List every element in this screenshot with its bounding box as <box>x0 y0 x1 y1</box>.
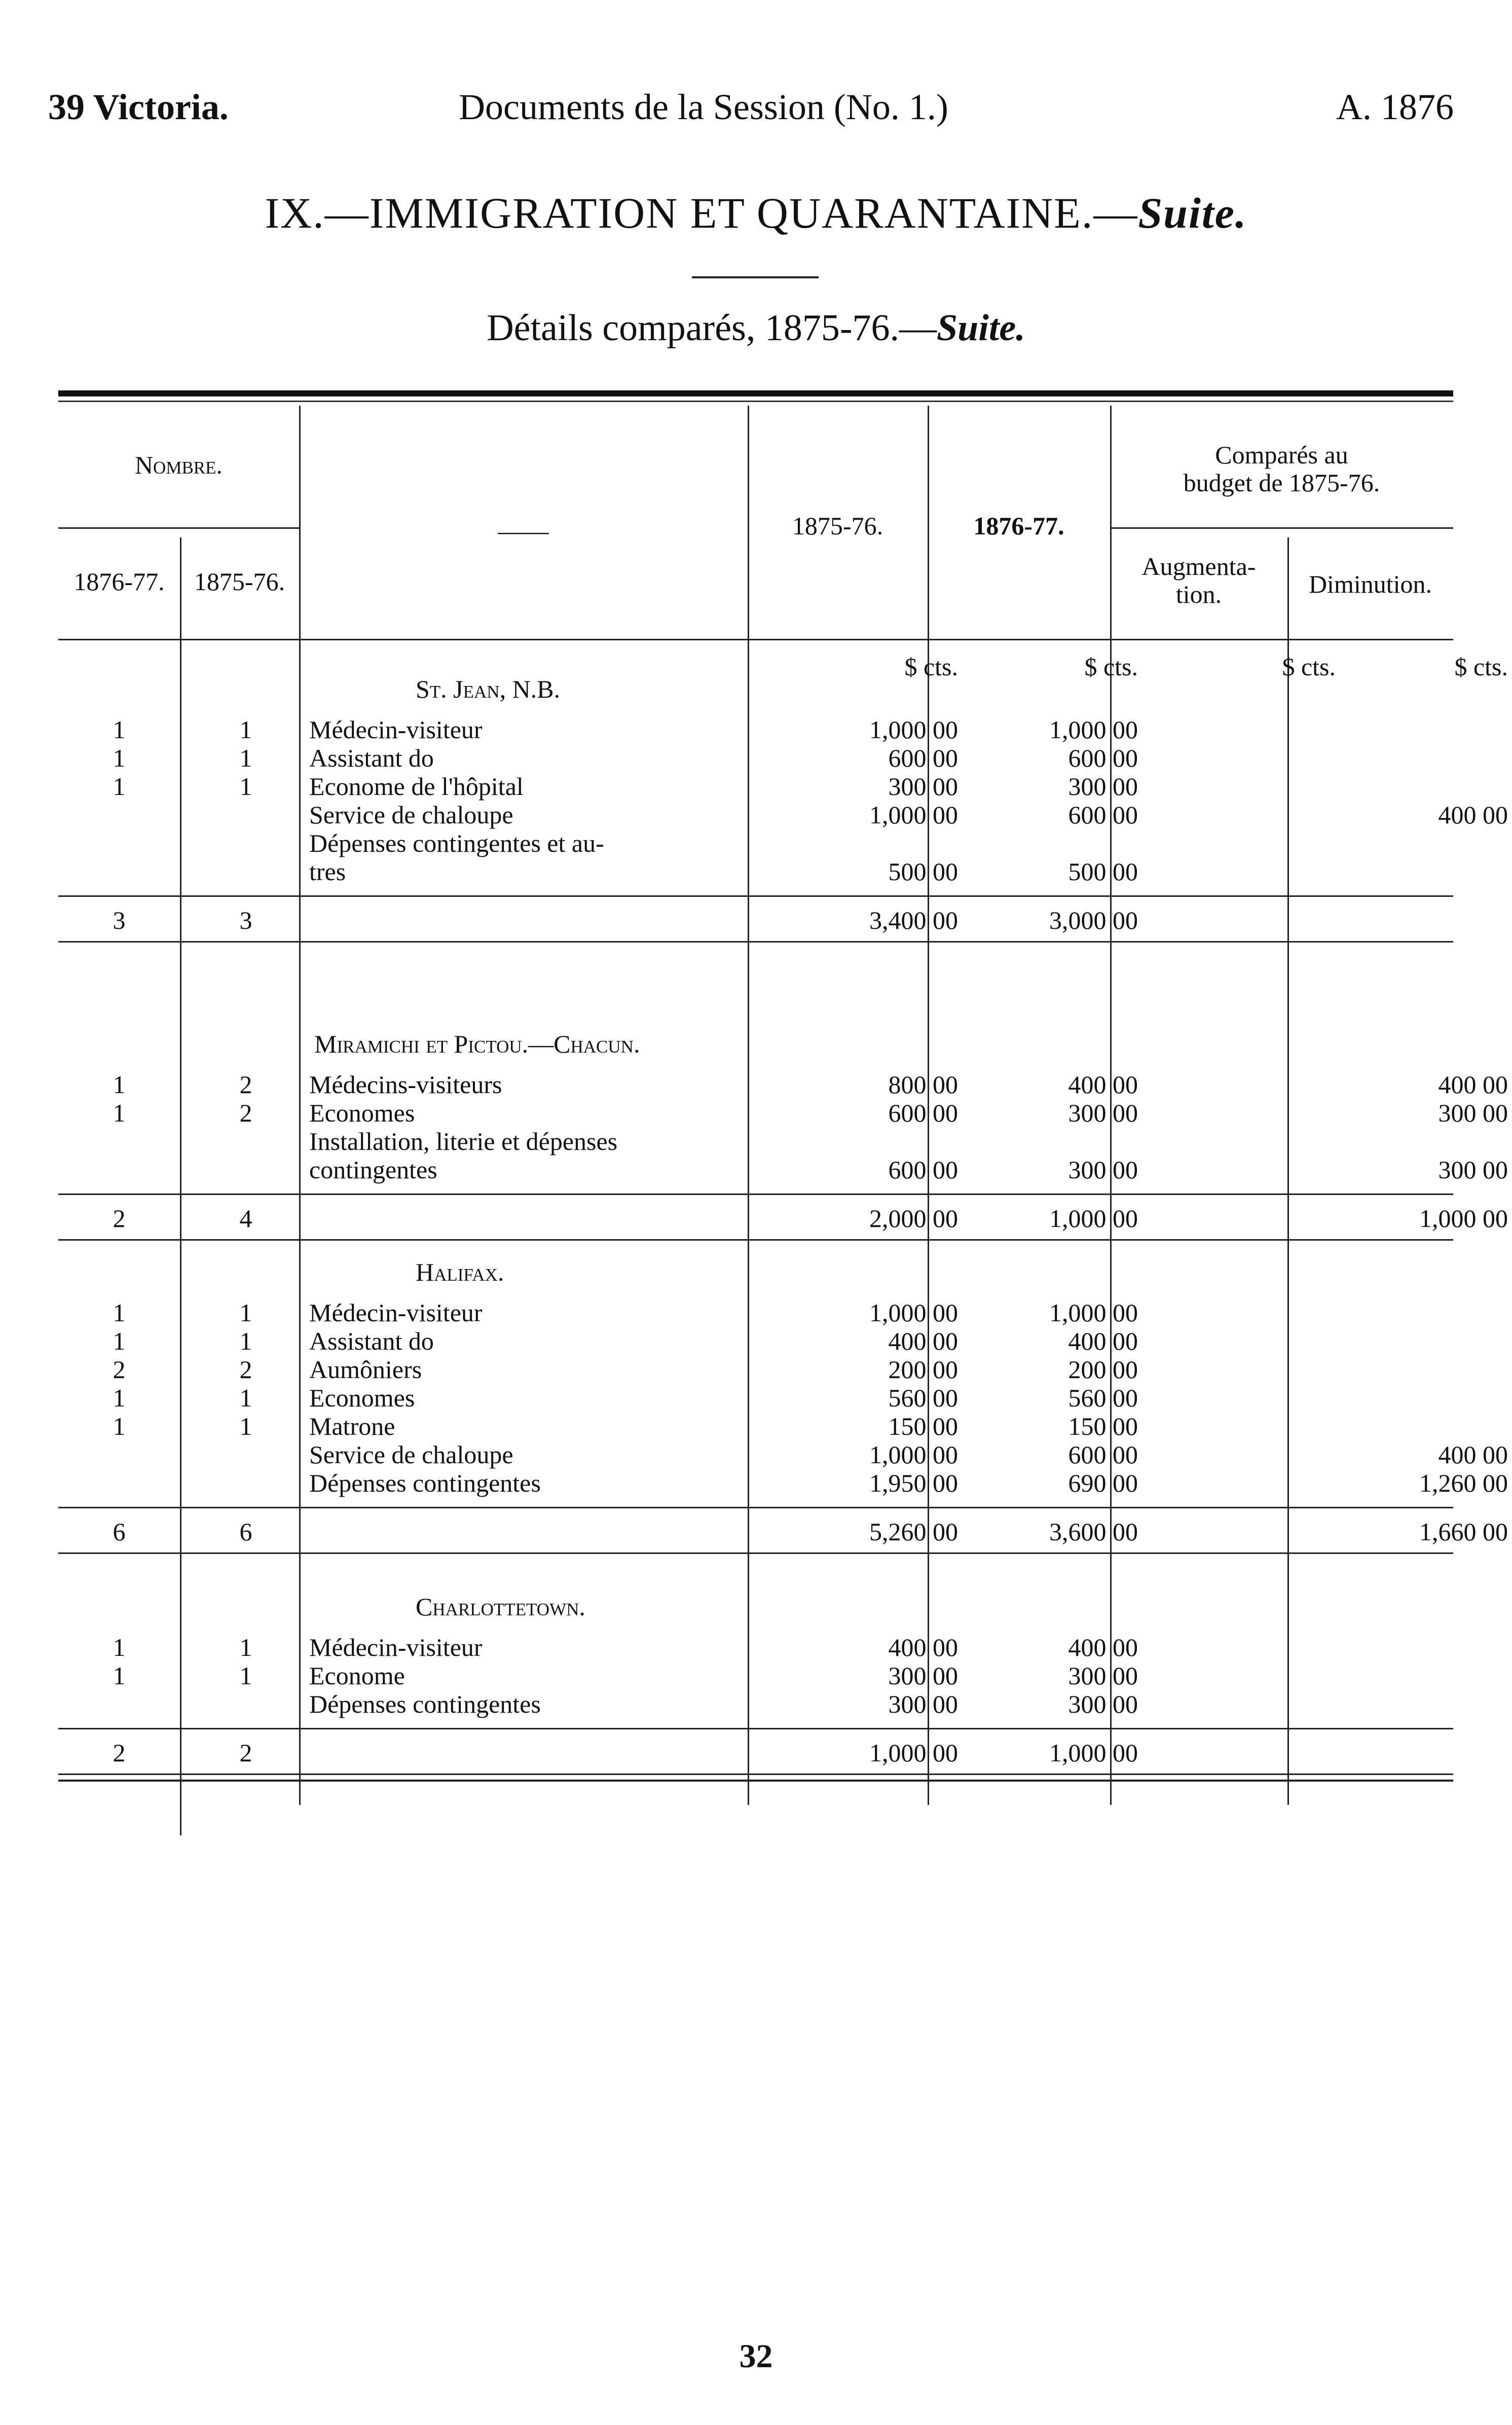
count-1876-77: 1 <box>113 1412 126 1440</box>
table-row <box>58 715 1453 743</box>
total-rule <box>58 1507 1453 1508</box>
section-heading: Charlottetown. <box>416 1592 585 1621</box>
diminution-value: 300 00 <box>1438 1099 1508 1127</box>
amount-1875-76: 500 00 <box>888 857 958 886</box>
count-1875-76: 1 <box>239 1384 252 1412</box>
header-left: 39 Victoria. <box>48 87 229 127</box>
count-1875-76: 1 <box>239 1298 252 1327</box>
amount-1875-76: 300 00 <box>888 772 958 801</box>
header-bottom-rule <box>58 639 1453 640</box>
amount-1876-77: 600 00 <box>1068 801 1138 829</box>
amount-1876-77: 300 00 <box>1068 1690 1138 1718</box>
table-row <box>58 1098 1508 1127</box>
row-label: Médecin-visiteur <box>309 1633 483 1661</box>
section-heading: Miramichi et Pictou.—Chacun. <box>314 1030 640 1058</box>
table-row <box>58 1689 1453 1718</box>
amount-1876-77: 690 00 <box>1068 1469 1138 1497</box>
amount-1876-77: 1,000 00 <box>1049 715 1138 744</box>
table-row <box>58 828 1453 857</box>
table-row <box>58 772 1453 800</box>
augmentation-line1: Augmenta- <box>1141 552 1256 581</box>
total-count-1876-77: 3 <box>113 906 126 934</box>
amount-1876-77: 300 00 <box>1068 1099 1138 1127</box>
col-augmentation <box>1110 553 1287 608</box>
table-top-rule <box>58 390 1453 396</box>
total-1875-76: 2,000 00 <box>869 1204 958 1233</box>
row-label: Dépenses contingentes <box>309 1469 541 1497</box>
amount-1875-76: 1,000 00 <box>869 1298 958 1327</box>
table-row <box>58 1127 1453 1155</box>
diminution-value: 1,260 00 <box>1419 1469 1508 1497</box>
count-1876-77: 1 <box>113 1327 126 1355</box>
row-label: Médecins-visiteurs <box>309 1070 502 1099</box>
amount-1876-77: 400 00 <box>1068 1070 1138 1099</box>
total-row <box>58 906 1453 934</box>
count-1875-76: 2 <box>239 1099 252 1127</box>
table-row <box>58 1440 1508 1469</box>
row-label: Médecin-visiteur <box>309 715 483 744</box>
amount-1875-76: 400 00 <box>888 1327 958 1355</box>
total-row <box>58 1738 1453 1766</box>
col-1875-76-count: 1875-76. <box>194 567 285 596</box>
header-center: Documents de la Session (No. 1.) <box>459 87 948 127</box>
col-1876-77: 1876-77. <box>973 512 1064 540</box>
count-1875-76: 1 <box>239 1633 252 1661</box>
amount-1875-76: 200 00 <box>888 1355 958 1384</box>
diminution-value: 400 00 <box>1438 1440 1508 1469</box>
amount-1876-77: 300 00 <box>1068 772 1138 801</box>
count-1876-77: 1 <box>113 1298 126 1327</box>
title-main: IX.—IMMIGRATION ET QUARANTAINE.— <box>265 189 1138 237</box>
total-1876-77: 3,000 00 <box>1049 906 1138 934</box>
row-label: Matrone <box>309 1412 395 1440</box>
page-title <box>0 188 1512 238</box>
header-right: A. 1876 <box>1336 87 1454 127</box>
count-1876-77: 1 <box>113 715 126 744</box>
amount-1875-76: 1,950 00 <box>869 1469 958 1497</box>
amount-1875-76: 560 00 <box>888 1384 958 1412</box>
col-diminution: Diminution. <box>1308 570 1432 598</box>
col-1876-77-count: 1876-77. <box>73 567 165 596</box>
page-number: 32 <box>739 2338 773 2375</box>
count-1876-77: 1 <box>113 1633 126 1661</box>
row-label: contingentes <box>309 1155 437 1184</box>
table-row <box>58 800 1508 829</box>
row-label: Service de chaloupe <box>309 801 513 829</box>
count-1875-76: 1 <box>239 1661 252 1690</box>
amount-1875-76: 1,000 00 <box>869 715 958 744</box>
table-row <box>58 1355 1453 1383</box>
count-1875-76: 2 <box>239 1355 252 1384</box>
total-1875-76: 3,400 00 <box>869 906 958 934</box>
nombre-rule <box>58 527 299 529</box>
row-label: Dépenses contingentes et au- <box>309 829 604 857</box>
count-1875-76: 1 <box>239 744 252 772</box>
amount-1875-76: 1,000 00 <box>869 1440 958 1469</box>
currency-unit: $ cts. <box>1084 653 1138 681</box>
amount-1875-76: 600 00 <box>888 1155 958 1184</box>
amount-1876-77: 600 00 <box>1068 1440 1138 1469</box>
table-row <box>58 1411 1453 1440</box>
row-label: Service de chaloupe <box>309 1440 513 1469</box>
total-count-1875-76: 4 <box>239 1204 252 1233</box>
col-nombre: Nombre. <box>134 451 223 479</box>
count-1876-77: 1 <box>113 1384 126 1412</box>
amount-1876-77: 400 00 <box>1068 1327 1138 1355</box>
subtitle-suffix: Suite. <box>937 307 1025 349</box>
amount-1875-76: 600 00 <box>888 744 958 772</box>
total-1875-76: 5,260 00 <box>869 1517 958 1546</box>
table-row <box>58 1383 1453 1411</box>
section-end-rule <box>58 1239 1453 1241</box>
row-label: Dépenses contingentes <box>309 1690 541 1718</box>
section-end-rule <box>58 1552 1453 1554</box>
page-subtitle <box>0 307 1512 350</box>
table-bottom-rule <box>58 1780 1453 1782</box>
table-row <box>58 743 1453 772</box>
count-1876-77: 1 <box>113 1099 126 1127</box>
diminution-value: 400 00 <box>1438 801 1508 829</box>
currency-unit: $ cts. <box>904 653 958 681</box>
currency-unit-row <box>58 652 1508 681</box>
total-row <box>58 1204 1508 1233</box>
table-row <box>58 1298 1453 1326</box>
amount-1876-77: 500 00 <box>1068 857 1138 886</box>
currency-unit: $ cts. <box>1454 653 1508 681</box>
col-compares <box>1110 441 1453 497</box>
amount-1876-77: 200 00 <box>1068 1355 1138 1384</box>
row-label: Economes <box>309 1384 415 1412</box>
total-diminution: 1,000 00 <box>1419 1204 1508 1233</box>
total-count-1876-77: 2 <box>113 1739 126 1767</box>
table-row <box>58 1633 1453 1661</box>
row-label: Aumôniers <box>309 1355 422 1384</box>
row-label: Médecin-visiteur <box>309 1298 483 1327</box>
amount-1876-77: 400 00 <box>1068 1633 1138 1661</box>
count-1876-77: 1 <box>113 1661 126 1690</box>
total-1876-77: 3,600 00 <box>1049 1517 1138 1546</box>
table-row <box>58 1155 1508 1184</box>
count-1875-76: 1 <box>239 1412 252 1440</box>
total-count-1875-76: 6 <box>239 1517 252 1546</box>
total-1875-76: 1,000 00 <box>869 1739 958 1767</box>
total-count-1876-77: 6 <box>113 1517 126 1546</box>
subtitle-main: Détails comparés, 1875-76.— <box>487 307 937 349</box>
amount-1876-77: 150 00 <box>1068 1412 1138 1440</box>
count-1875-76: 1 <box>239 715 252 744</box>
title-rule <box>692 276 819 278</box>
total-rule <box>58 1728 1453 1729</box>
total-count-1876-77: 2 <box>113 1204 126 1233</box>
amount-1875-76: 150 00 <box>888 1412 958 1440</box>
augmentation-line2: tion. <box>1175 580 1222 608</box>
row-label: Assistant do <box>309 1327 434 1355</box>
title-suffix: Suite. <box>1138 189 1247 237</box>
row-label: Econome <box>309 1661 405 1690</box>
total-1876-77: 1,000 00 <box>1049 1204 1138 1233</box>
compares-line2: budget de 1875-76. <box>1183 468 1380 497</box>
compares-rule <box>1110 527 1453 529</box>
section-heading: Halifax. <box>416 1258 504 1286</box>
diminution-value: 300 00 <box>1438 1155 1508 1184</box>
row-label: tres <box>309 857 346 886</box>
total-1876-77: 1,000 00 <box>1049 1739 1138 1767</box>
amount-1876-77: 300 00 <box>1068 1661 1138 1690</box>
table-row <box>58 1468 1508 1497</box>
amount-1875-76: 800 00 <box>888 1070 958 1099</box>
row-label: Economes <box>309 1099 415 1127</box>
total-count-1875-76: 2 <box>239 1739 252 1767</box>
count-1875-76: 1 <box>239 1327 252 1355</box>
amount-1875-76: 300 00 <box>888 1690 958 1718</box>
count-1875-76: 1 <box>239 772 252 801</box>
count-1876-77: 1 <box>113 772 126 801</box>
compares-line1: Comparés au <box>1215 441 1348 469</box>
section-end-rule <box>58 1773 1453 1775</box>
total-count-1875-76: 3 <box>239 906 252 934</box>
row-label: Installation, literie et dépenses <box>309 1127 618 1155</box>
diminution-value: 400 00 <box>1438 1070 1508 1099</box>
count-1876-77: 1 <box>113 744 126 772</box>
amount-1876-77: 300 00 <box>1068 1155 1138 1184</box>
count-1876-77: 1 <box>113 1070 126 1099</box>
table-top-rule-thin <box>58 401 1453 402</box>
amount-1875-76: 400 00 <box>888 1633 958 1661</box>
row-label: Assistant do <box>309 744 434 772</box>
row-label: Econome de l'hôpital <box>309 772 524 801</box>
count-1876-77: 2 <box>113 1355 126 1384</box>
total-rule <box>58 1193 1453 1195</box>
amount-1875-76: 600 00 <box>888 1099 958 1127</box>
running-header <box>0 86 1512 137</box>
table-row <box>58 1661 1453 1689</box>
amount-1875-76: 1,000 00 <box>869 801 958 829</box>
total-rule <box>58 895 1453 897</box>
table-row <box>58 1070 1508 1099</box>
amount-1875-76: 300 00 <box>888 1661 958 1690</box>
count-1875-76: 2 <box>239 1070 252 1099</box>
col-1875-76: 1875-76. <box>792 512 883 540</box>
table-row <box>58 857 1453 885</box>
section-end-rule <box>58 941 1453 943</box>
amount-1876-77: 600 00 <box>1068 744 1138 772</box>
table-row <box>58 1326 1453 1355</box>
total-diminution: 1,660 00 <box>1419 1517 1508 1546</box>
col-dash: —— <box>498 517 549 545</box>
currency-unit: $ cts. <box>1282 653 1336 681</box>
section-heading: St. Jean, N.B. <box>416 675 561 703</box>
amount-1876-77: 1,000 00 <box>1049 1298 1138 1327</box>
total-row <box>58 1517 1508 1546</box>
amount-1876-77: 560 00 <box>1068 1384 1138 1412</box>
